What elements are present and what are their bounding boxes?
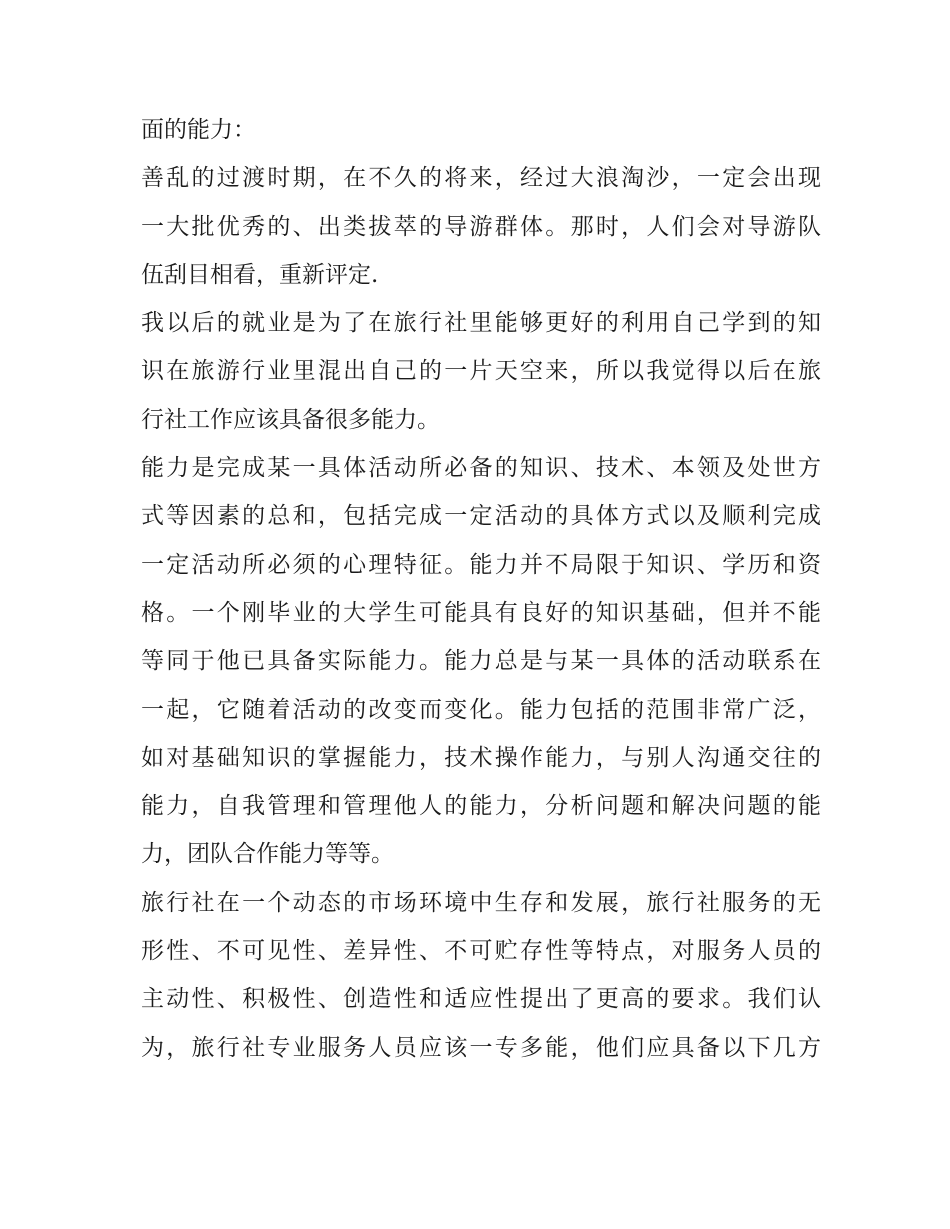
body-text xyxy=(141,106,821,1072)
text-line: 等同于他已具备实际能力。能力总是与某一具体的活动联系在 xyxy=(141,648,821,675)
text-line: 如对基础知识的掌握能力，技术操作能力，与别人沟通交往的 xyxy=(141,744,821,771)
text-line: 为，旅行社专业服务人员应该一专多能，他们应具备以下几方 xyxy=(141,1034,821,1061)
text-line: 一定活动所必须的心理特征。能力并不局限于知识、学历和资 xyxy=(141,551,821,578)
text-line: 旅行社在一个动态的市场环境中生存和发展，旅行社服务的无 xyxy=(141,889,821,916)
text-line: 能力是完成某一具体活动所必备的知识、技术、本领及处世方 xyxy=(141,455,821,482)
text-line: 形性、不可见性、差异性、不可贮存性等特点，对服务人员的 xyxy=(141,938,821,965)
text-line: 善乱的过渡时期，在不久的将来，经过大浪淘沙，一定会出现 xyxy=(141,165,821,192)
paragraph xyxy=(141,154,821,299)
text-line: 面的能力： xyxy=(141,117,256,143)
text-line: 我以后的就业是为了在旅行社里能够更好的利用自己学到的知 xyxy=(141,310,821,337)
text-line: 识在旅游行业里混出自己的一片天空来，所以我觉得以后在旅 xyxy=(141,358,821,385)
text-line: 格。一个刚毕业的大学生可能具有良好的知识基础，但并不能 xyxy=(141,599,821,626)
text-line: 力，团队合作能力等等。 xyxy=(141,841,394,868)
paragraph xyxy=(141,299,821,444)
text-line: 一起，它随着活动的改变而变化。能力包括的范围非常广泛， xyxy=(141,696,821,723)
paragraph xyxy=(141,106,821,154)
text-line: 伍刮目相看，重新评定. xyxy=(141,261,379,288)
paragraph xyxy=(141,879,821,1072)
text-line: 式等因素的总和，包括完成一定活动的具体方式以及顺利完成 xyxy=(141,503,821,530)
paragraph xyxy=(141,444,821,879)
text-line: 一大批优秀的、出类拔萃的导游群体。那时，人们会对导游队 xyxy=(141,213,821,240)
text-line: 能力，自我管理和管理他人的能力，分析问题和解决问题的能 xyxy=(141,793,821,820)
text-line: 主动性、积极性、创造性和适应性提出了更高的要求。我们认 xyxy=(141,986,821,1013)
text-line: 行社工作应该具备很多能力。 xyxy=(141,406,440,433)
